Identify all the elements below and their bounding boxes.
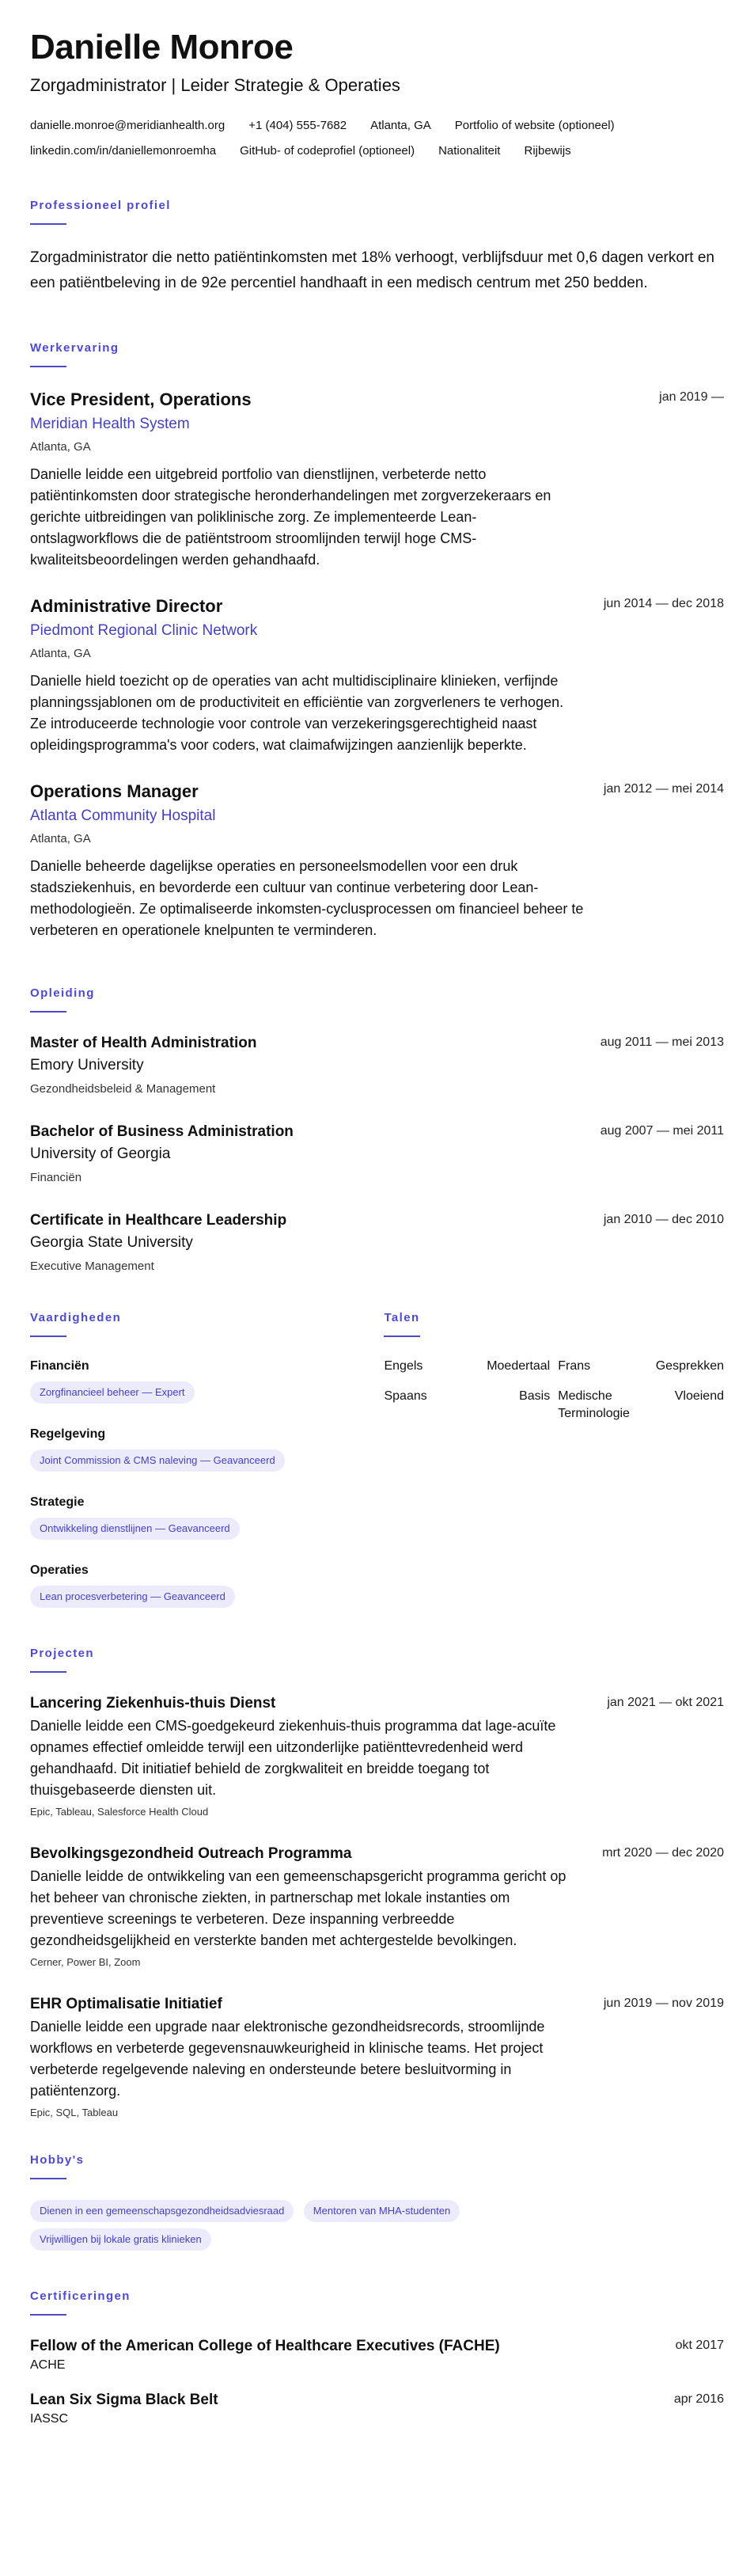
education-degree: Master of Health Administration	[30, 1035, 257, 1051]
section-title-projects: Projecten	[30, 1647, 94, 1660]
job-location: Atlanta, GA	[30, 832, 91, 845]
profile-text: Zorgadministrator die netto patiëntinkomsten met 18% verhoogt, verblijfsduur met 0,6 dagen verkort en een patiëntbeleving in de 92e percentiel handhaaft in een medisch centrum met 250 bedden.	[30, 249, 714, 291]
section-hobbies	[30, 2152, 724, 2257]
project-tools: Cerner, Power BI, Zoom	[30, 1956, 141, 1968]
job-location: Atlanta, GA	[30, 440, 91, 454]
skill-group	[30, 1426, 384, 1478]
contact-drivers-license: Rijbewijs	[524, 144, 571, 158]
section-certifications	[30, 2289, 724, 2428]
project-title: EHR Optimalisatie Initiatief	[30, 1996, 222, 2012]
education-degree: Certificate in Healthcare Leadership	[30, 1212, 287, 1229]
section-divider	[30, 1335, 66, 1337]
education-field: Financiën	[30, 1171, 82, 1184]
education-school: Emory University	[30, 1057, 144, 1073]
education-school: Georgia State University	[30, 1234, 193, 1251]
contact-nationality: Nationaliteit	[438, 144, 501, 158]
skill-chip: Joint Commission & CMS naleving — Geavanceerd	[30, 1449, 285, 1472]
skill-group	[30, 1562, 384, 1614]
project-tools: Epic, Tableau, Salesforce Health Cloud	[30, 1806, 209, 1818]
language-name: Spaans	[384, 1389, 427, 1403]
language-level: Basis	[519, 1389, 551, 1403]
language-level: Moedertaal	[487, 1359, 551, 1373]
job-title: Operations Manager	[30, 781, 199, 801]
certification-entry	[30, 2390, 724, 2428]
contact-linkedin[interactable]: linkedin.com/in/daniellemonroemha	[30, 144, 217, 158]
section-title-education: Opleiding	[30, 986, 95, 1000]
job-company: Atlanta Community Hospital	[30, 807, 216, 824]
section-profile	[30, 198, 724, 296]
language-name: Medische Terminologie	[558, 1389, 630, 1420]
contact-portfolio[interactable]: Portfolio of website (optioneel)	[454, 119, 615, 132]
language-item	[558, 1358, 724, 1375]
project-entry	[30, 1844, 724, 1970]
certification-entry	[30, 2336, 724, 2374]
contact-github[interactable]: GitHub- of codeprofiel (optioneel)	[240, 144, 415, 158]
certification-issuer: IASSC	[30, 2412, 69, 2426]
section-divider	[30, 2178, 66, 2179]
job-company: Piedmont Regional Clinic Network	[30, 622, 258, 639]
section-title-experience: Werkervaring	[30, 341, 119, 355]
section-languages	[384, 1310, 724, 1614]
job-title: Administrative Director	[30, 596, 223, 616]
project-description: Danielle leidde de ontwikkeling van een gemeenschapsgericht programma gericht op het beheer van chronische ziekten, in partnerschap met lokale instanties om preventieve screenings te verbeteren. Deze inspanning verbreedde gezondheidsgelijkheid en versterkte banden met achtergestelde bevolkingen.	[30, 1868, 566, 1948]
skill-category: Regelgeving	[30, 1427, 106, 1441]
language-item	[384, 1388, 550, 1423]
certification-date: okt 2017	[675, 2339, 724, 2352]
job-company: Meridian Health System	[30, 416, 190, 432]
education-dates: jan 2010 — dec 2010	[603, 1213, 724, 1226]
language-level: Gesprekken	[655, 1359, 724, 1373]
certification-name: Lean Six Sigma Black Belt	[30, 2392, 218, 2408]
section-title-languages: Talen	[384, 1311, 420, 1324]
skill-category: Strategie	[30, 1495, 85, 1509]
language-item	[558, 1388, 724, 1423]
job-dates: jun 2014 — dec 2018	[603, 597, 724, 610]
section-divider	[30, 2314, 66, 2316]
skill-category: Financiën	[30, 1359, 89, 1373]
education-degree: Bachelor of Business Administration	[30, 1123, 294, 1140]
language-list	[384, 1358, 724, 1423]
project-dates: jan 2021 — okt 2021	[607, 1696, 724, 1709]
job-dates: jan 2019 —	[659, 390, 724, 404]
contact-email[interactable]: danielle.monroe@meridianhealth.org	[30, 119, 225, 132]
project-description: Danielle leidde een CMS-goedgekeurd ziekenhuis-thuis programma dat lage-acuïte opnames effectief omleidde terwijl een uitzonderlijke patiënttevredenheid werd gehandhaafd. Dit initiatief behield de zorgkwaliteit en breidde toegang tot thuisgebaseerde diensten uit.	[30, 1718, 556, 1798]
section-divider	[30, 1671, 66, 1673]
education-field: Gezondheidsbeleid & Management	[30, 1082, 216, 1096]
section-title-certifications: Certificeringen	[30, 2289, 131, 2303]
language-level: Vloeiend	[674, 1389, 724, 1403]
job-title: Vice President, Operations	[30, 389, 252, 409]
project-tools: Epic, SQL, Tableau	[30, 2107, 119, 2118]
job-description: Danielle hield toezicht op de operaties van acht multidisciplinaire klinieken, verfijnde planningssjablonen om de productiviteit en efficiëntie van zorgverleners te verhogen. Ze introduceerde technologie voor controle van verzekeringsgerechtigheid naast opleidingsprogramma's voor coders, wat claimafwijzingen aanzienlijk beperkte.	[30, 673, 564, 753]
section-experience	[30, 340, 724, 941]
education-entry	[30, 1033, 724, 1098]
education-entry	[30, 1210, 724, 1275]
project-entry	[30, 1693, 724, 1820]
project-dates: mrt 2020 — dec 2020	[602, 1846, 724, 1860]
contact-phone[interactable]: +1 (404) 555-7682	[248, 119, 347, 132]
education-school: University of Georgia	[30, 1146, 171, 1162]
skills-languages-row	[30, 1310, 724, 1614]
education-dates: aug 2011 — mei 2013	[600, 1035, 724, 1049]
job-entry	[30, 595, 724, 756]
hobby-list	[30, 2200, 600, 2257]
project-title: Bevolkingsgezondheid Outreach Programma	[30, 1845, 352, 1862]
skill-chip: Lean procesverbetering — Geavanceerd	[30, 1586, 235, 1608]
certification-date: apr 2016	[673, 2392, 724, 2406]
job-entry	[30, 388, 724, 571]
skill-group	[30, 1358, 384, 1410]
hobby-chip: Mentoren van MHA-studenten	[304, 2200, 460, 2222]
education-dates: aug 2007 — mei 2011	[600, 1124, 724, 1138]
project-entry	[30, 1994, 724, 2121]
job-description: Danielle beheerde dagelijkse operaties en personeelsmodellen voor een druk stadsziekenhuis, en bevorderde een cultuur van continue verbetering door Lean-methodologieën. Ze optimaliseerde inkomsten-cyclusprocessen om financieel beheer te verbeteren en operationele knelpunten te verminderen.	[30, 858, 584, 938]
project-description: Danielle leidde een upgrade naar elektronische gezondheidsrecords, stroomlijnde workflows en verbeterde gegevensnauwkeurigheid in klinische teams. Het project verbeterde regelgevende naleving en ondersteunde betere besluitvorming in patiëntenzorg.	[30, 2019, 545, 2099]
language-item	[384, 1358, 550, 1375]
section-education	[30, 986, 724, 1275]
section-title-profile: Professioneel profiel	[30, 199, 171, 212]
hobby-chip: Vrijwilligen bij lokale gratis klinieken	[30, 2228, 211, 2251]
section-divider	[30, 223, 66, 225]
job-dates: jan 2012 — mei 2014	[603, 782, 724, 796]
skill-group	[30, 1494, 384, 1546]
education-entry	[30, 1122, 724, 1187]
education-field: Executive Management	[30, 1260, 154, 1273]
hobby-chip: Dienen in een gemeenschapsgezondheidsadviesraad	[30, 2200, 294, 2222]
candidate-title: Zorgadministrator | Leider Strategie & Operaties	[30, 75, 400, 95]
section-projects	[30, 1646, 724, 2121]
project-title: Lancering Ziekenhuis-thuis Dienst	[30, 1695, 276, 1712]
certification-name: Fellow of the American College of Healthcare Executives (FACHE)	[30, 2338, 500, 2354]
contact-location: Atlanta, GA	[370, 119, 431, 132]
section-divider	[30, 1011, 66, 1013]
project-dates: jun 2019 — nov 2019	[603, 1997, 724, 2010]
candidate-name: Danielle Monroe	[30, 28, 294, 66]
section-title-hobbies: Hobby's	[30, 2153, 85, 2167]
section-skills	[30, 1310, 384, 1614]
section-title-skills: Vaardigheden	[30, 1311, 122, 1324]
section-divider	[30, 366, 66, 367]
job-entry	[30, 780, 724, 941]
certification-issuer: ACHE	[30, 2358, 66, 2372]
job-location: Atlanta, GA	[30, 647, 91, 660]
language-name: Frans	[558, 1359, 591, 1373]
contact-list	[30, 117, 726, 160]
skill-category: Operaties	[30, 1563, 89, 1577]
language-name: Engels	[384, 1359, 423, 1373]
skill-chip: Zorgfinancieel beheer — Expert	[30, 1381, 195, 1404]
skill-chip: Ontwikkeling dienstlijnen — Geavanceerd	[30, 1518, 240, 1540]
section-divider	[384, 1335, 420, 1337]
job-description: Danielle leidde een uitgebreid portfolio van dienstlijnen, verbeterde netto patiëntinkomsten door strategische heronderhandelingen met zorgverzekeraars en gerichte uitbreidingen van poliklinische zorg. Ze implementeerde Lean-ontslagworkflows die de patiëntstroom stroomlijnden terwijl hoge CMS-kwaliteitsbeoordelingen werden gehandhaafd.	[30, 466, 551, 568]
